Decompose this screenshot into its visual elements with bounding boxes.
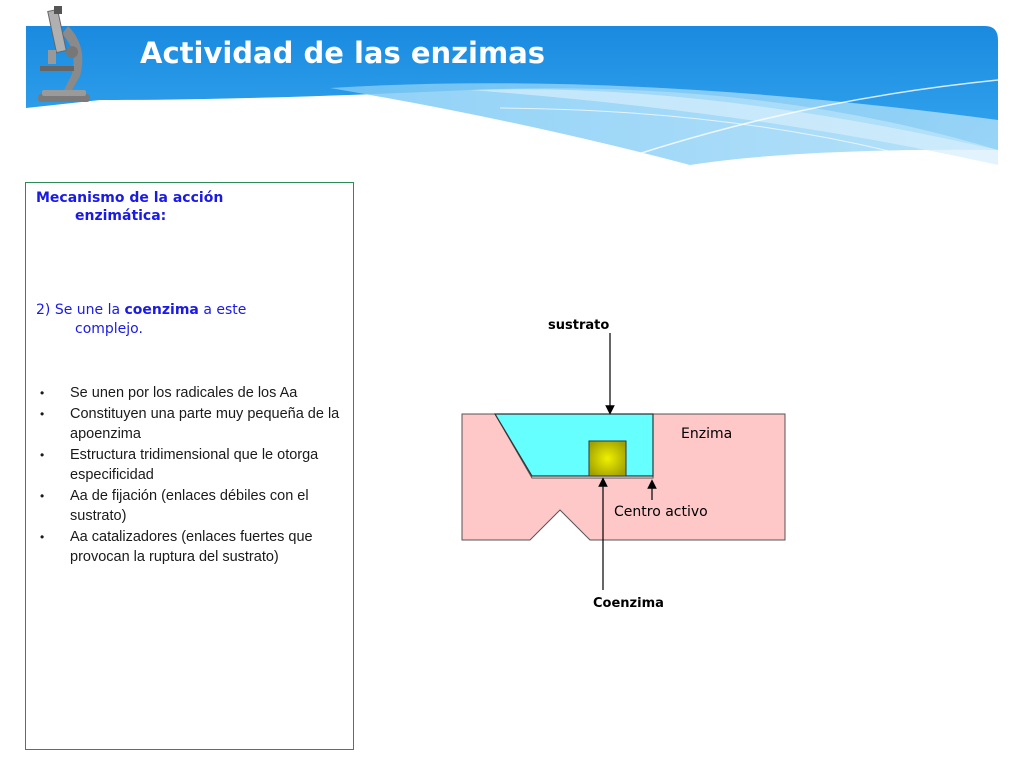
label-enzima: Enzima [681,426,733,442]
list-item: • Constituyen una parte muy pequeña de la apoenzima [38,404,348,445]
step-2-line2: complejo. [75,321,143,337]
mechanism-heading-line1: Mecanismo de la acción [36,190,224,206]
header-band [0,0,1024,180]
content-textbox [25,182,354,750]
step-2-prefix: 2) Se une la [36,302,125,318]
page-title: Actividad de las enzimas [140,36,546,70]
mechanism-heading-line2: enzimática: [75,208,167,224]
enzyme-diagram [440,300,820,630]
list-item: • Aa catalizadores (enlaces fuertes que provocan la ruptura del sustrato) [38,527,348,568]
header-wave-graphic [0,0,1024,180]
list-item: • Se unen por los radicales de los Aa [38,383,348,404]
mechanism-heading [36,189,336,225]
step-2-text [36,301,341,339]
coenzyme-shape [589,441,626,476]
label-sustrato: sustrato [548,318,610,333]
bullet-list [38,383,348,568]
step-2-bold: coenzima [124,302,199,318]
microscope-icon [28,6,98,106]
step-2-suffix: a este [198,302,247,318]
label-coenzima: Coenzima [593,596,664,611]
label-centro-activo: Centro activo [614,504,708,520]
list-item: • Aa de fijación (enlaces débiles con el sustrato) [38,486,348,527]
list-item: • Estructura tridimensional que le otorga especificidad [38,445,348,486]
